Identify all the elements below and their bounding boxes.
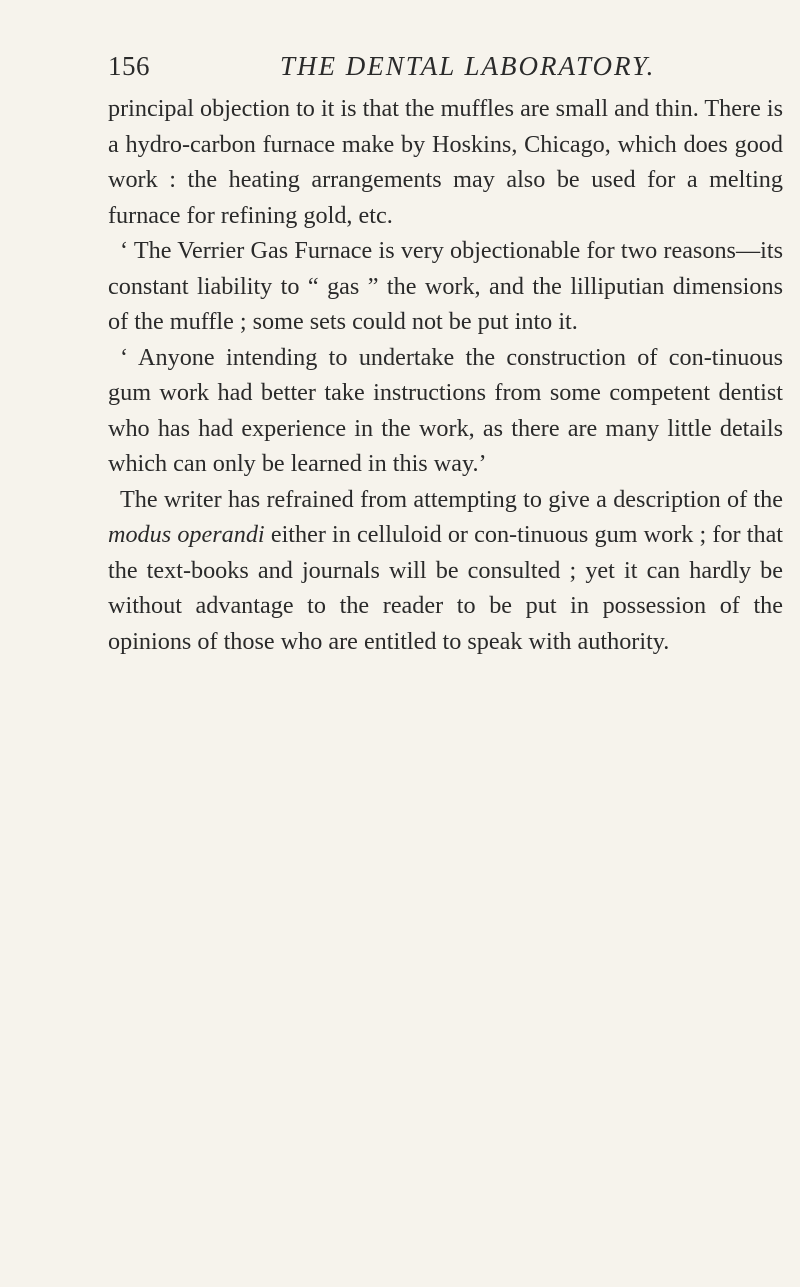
paragraph-2: ‘ The Verrier Gas Furnace is very objectionable for two reasons—its constant liability to “ gas ” the work, and the lilliputian dimensions of the muffle ; some sets could not be put into it. bbox=[108, 237, 783, 335]
paragraph-4 bbox=[108, 482, 783, 660]
paragraph-1: principal objection to it is that the muffles are small and thin. There is a hydro-carbon furnace make by Hoskins, Chicago, which does good work : the heating arrangements may also be used for a melting furnace for refining gold, etc. bbox=[108, 95, 783, 229]
paragraph-4-text-after: either in celluloid or con-tinuous gum work ; for that the text-books and journals will be consulted ; yet it can hardly be without advantage to the reader to be put in possession of the opinions of those who are entitled to speak with authority. bbox=[108, 521, 784, 655]
italic-phrase: modus operandi bbox=[108, 521, 265, 548]
paragraph-3: ‘ Anyone intending to undertake the construction of con-tinuous gum work had better take instructions from some competent dentist who has had experience in the work, as there are many little details which can only be learned in this way.’ bbox=[108, 343, 783, 477]
running-title: THE DENTAL LABORATORY. bbox=[280, 51, 656, 81]
body-text bbox=[108, 91, 783, 659]
paragraph-4-text-before: The writer has refrained from attempting to give a description of the bbox=[120, 485, 783, 513]
running-head bbox=[108, 48, 708, 84]
page-number: 156 bbox=[108, 51, 150, 81]
